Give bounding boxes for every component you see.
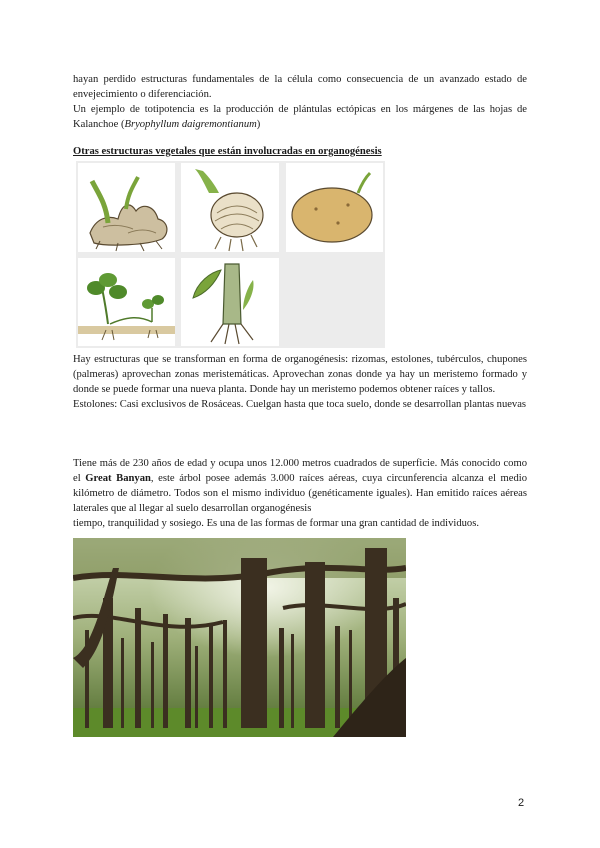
rhizome-tile — [78, 163, 175, 252]
kalanchoe-text: Un ejemplo de totipotencia es la producción de plántulas ectópicas en los márgenes de las hojas de Kalanchoe ( — [73, 104, 527, 130]
bulb-tile — [181, 163, 279, 252]
structures-paragraph — [73, 352, 527, 412]
sucker-icon — [181, 258, 279, 346]
banyan-last-line: tiempo, tranquilidad y sosiego. Es una de las formas de formar una gran cantidad de individuos. — [73, 518, 479, 529]
section-heading: Otras estructuras vegetales que están involucradas en organogénesis — [73, 146, 382, 157]
potato-tuber-icon — [286, 163, 383, 252]
stolons-text: Estolones: Casi exclusivos de Rosáceas. Cuelgan hasta que toca suelo, donde se desarrollan plantas nuevas — [73, 399, 527, 410]
sucker-tile — [181, 258, 279, 346]
banyan-forest-photo — [73, 538, 406, 737]
intro-line: hayan perdido estructuras fundamentales de la célula como consecuencia de un avanzado estado de envejecimiento o diferenciación. — [73, 74, 527, 100]
species-name: Bryophyllum daigremontianum — [124, 119, 257, 130]
tuber-tile — [286, 163, 383, 252]
bulb-icon — [181, 163, 279, 252]
banyan-text — [73, 456, 527, 516]
banyan-text-post: , este árbol posee además 3.000 raíces aéreas, cuya circunferencia alcanza el medio kilómetro de diámetro. Todos son el mismo individuo (genéticamente iguales). Han emitido raíces aéreas laterales que al llegar al suelo desarrollan organogénesis — [73, 473, 528, 514]
rhizome-icon — [78, 163, 175, 252]
banyan-text-pre: Tiene más de 230 años de edad y ocupa unos 12.000 metros cuadrados de superficie. Más conocido como el — [73, 458, 527, 484]
stolon-tile — [78, 258, 175, 346]
banyan-paragraph — [73, 456, 527, 531]
structures-text: Hay estructuras que se transforman en forma de organogénesis: rizomas, estolones, tubérculos, chupones (palmeras) aprovechan zonas meristemáticas. Aprovechan zonas donde ya hay un meristemo formado y donde se puede formar una nueva planta. Donde hay un meristemo podemos obtener raíces y tallos. — [73, 354, 527, 395]
great-banyan-name: Great Banyan — [85, 473, 151, 484]
stolon-icon — [78, 258, 175, 346]
page-number: 2 — [518, 797, 525, 809]
intro-paragraph — [73, 72, 527, 132]
kalanchoe-close: ) — [256, 119, 261, 130]
kalanchoe-sentence — [73, 102, 527, 132]
